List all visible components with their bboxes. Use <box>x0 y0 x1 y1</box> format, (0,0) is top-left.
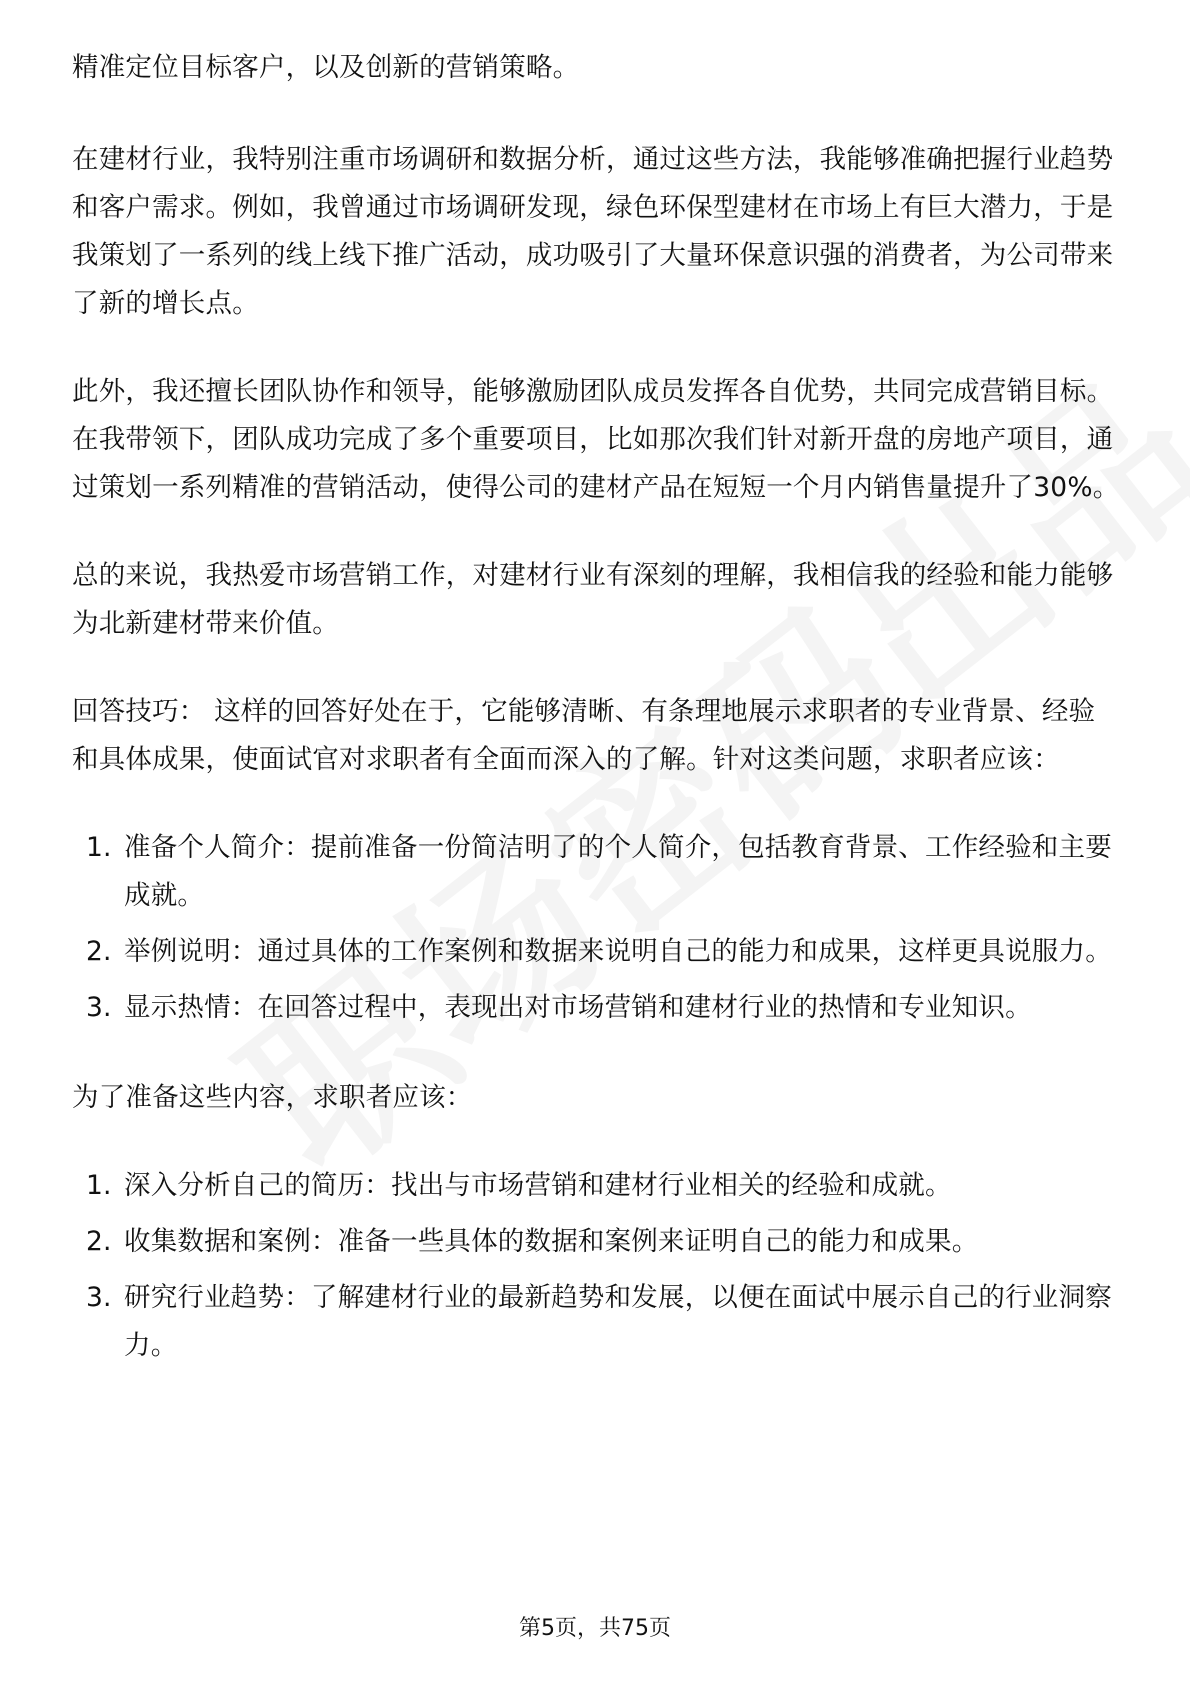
list-item-number: 2. <box>86 936 112 967</box>
list-item <box>72 1274 1120 1370</box>
paragraph-answer-tips: 回答技巧： 这样的回答好处在于，它能够清晰、有条理地展示求职者的专业背景、经验和具体成果，使面试官对求职者有全面而深入的了解。针对这类问题，求职者应该： <box>72 696 1096 775</box>
list-item <box>72 824 1120 920</box>
list-item <box>72 928 1120 976</box>
paragraph-intro-tail: 精准定位目标客户，以及创新的营销策略。 <box>72 52 580 83</box>
answer-steps-list <box>72 824 1120 1032</box>
page-number-footer: 第5页，共75页 <box>519 1616 671 1641</box>
list-item-text: 深入分析自己的简历：找出与市场营销和建材行业相关的经验和成就。 <box>124 1170 952 1201</box>
paragraph-prep-intro: 为了准备这些内容，求职者应该： <box>72 1082 473 1113</box>
page-content <box>72 44 1120 1412</box>
list-item-text: 收集数据和案例：准备一些具体的数据和案例来证明自己的能力和成果。 <box>124 1226 979 1257</box>
list-item-number: 1. <box>86 832 112 863</box>
list-item-text: 举例说明：通过具体的工作案例和数据来说明自己的能力和成果，这样更具说服力。 <box>124 936 1112 967</box>
list-item-text: 准备个人简介：提前准备一份简洁明了的个人简介，包括教育背景、工作经验和主要成就。 <box>124 832 1112 911</box>
paragraph-summary: 总的来说，我热爱市场营销工作，对建材行业有深刻的理解，我相信我的经验和能力能够为北新建材带来价值。 <box>72 560 1114 639</box>
list-item-text: 显示热情：在回答过程中，表现出对市场营销和建材行业的热情和专业知识。 <box>124 992 1032 1023</box>
paragraph-teamwork: 此外，我还擅长团队协作和领导，能够激励团队成员发挥各自优势，共同完成营销目标。在我带领下，团队成功完成了多个重要项目，比如那次我们针对新开盘的房地产项目，通过策划一系列精准的营销活动，使得公司的建材产品在短短一个月内销售量提升了30%。 <box>72 376 1120 503</box>
paragraph-market-research: 在建材行业，我特别注重市场调研和数据分析，通过这些方法，我能够准确把握行业趋势和客户需求。例如，我曾通过市场调研发现，绿色环保型建材在市场上有巨大潜力，于是我策划了一系列的线上线下推广活动，成功吸引了大量环保意识强的消费者，为公司带来了新的增长点。 <box>72 144 1114 319</box>
list-item <box>72 984 1120 1032</box>
list-item-number: 3. <box>86 1282 112 1313</box>
list-item-number: 1. <box>86 1170 112 1201</box>
list-item-number: 3. <box>86 992 112 1023</box>
list-item <box>72 1218 1120 1266</box>
list-item-text: 研究行业趋势：了解建材行业的最新趋势和发展，以便在面试中展示自己的行业洞察力。 <box>124 1282 1112 1361</box>
list-item <box>72 1162 1120 1210</box>
prep-steps-list <box>72 1162 1120 1370</box>
list-item-number: 2. <box>86 1226 112 1257</box>
